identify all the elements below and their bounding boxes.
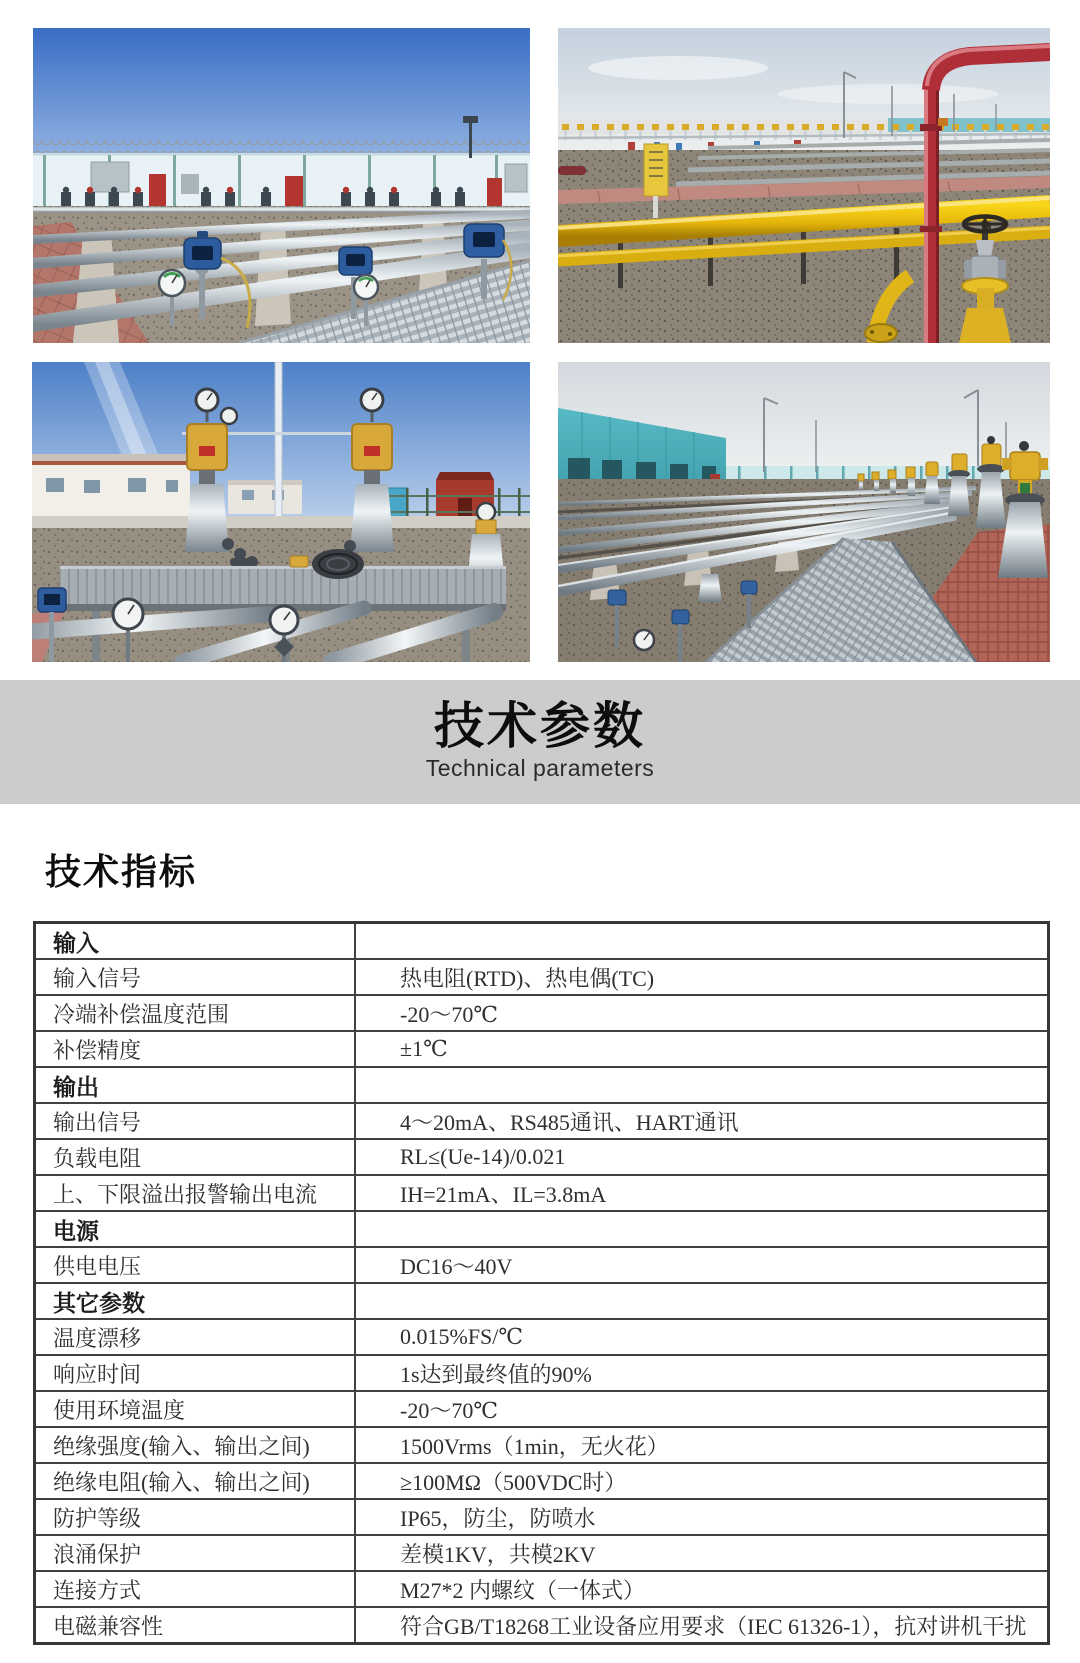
spec-value: 热电阻(RTD)、热电偶(TC)	[355, 959, 1049, 995]
spec-label: 绝缘强度(输入、输出之间)	[35, 1427, 356, 1463]
spec-label: 使用环境温度	[35, 1391, 356, 1427]
spec-label: 电磁兼容性	[35, 1607, 356, 1644]
spec-label: 冷端补偿温度范围	[35, 995, 356, 1031]
photo-transmitter-pipeline-rows	[33, 28, 530, 343]
spec-label: 输出	[35, 1067, 356, 1103]
spec-value: 差模1KV，共模2KV	[355, 1535, 1049, 1571]
spec-table-row	[35, 923, 1049, 960]
spec-table-row	[35, 1571, 1049, 1607]
spec-table-body	[35, 923, 1049, 1644]
spec-table-row	[35, 1499, 1049, 1535]
spec-value: ±1℃	[355, 1031, 1049, 1067]
header-rail-pipe	[33, 207, 530, 213]
spec-table-row	[35, 959, 1049, 995]
wellhead-platform-illustration	[32, 362, 530, 662]
spec-value: 4～20mA、RS485通讯、HART通讯	[355, 1103, 1049, 1139]
spec-label: 防护等级	[35, 1499, 356, 1535]
spec-table-row	[35, 1175, 1049, 1211]
spec-value	[355, 923, 1049, 960]
spec-label: 负载电阻	[35, 1139, 356, 1175]
spec-label: 上、下限溢出报警输出电流	[35, 1175, 356, 1211]
banner-title: 技术参数	[434, 698, 646, 754]
spec-table-row	[35, 1607, 1049, 1644]
spec-value	[355, 1283, 1049, 1319]
banner-subtitle: Technical parameters	[425, 755, 655, 781]
technical-parameters-banner	[0, 680, 1080, 804]
spec-table-row	[35, 1103, 1049, 1139]
photo-pipe-array-instrument-row	[558, 362, 1050, 662]
spec-table-row	[35, 1067, 1049, 1103]
spec-value	[355, 1211, 1049, 1247]
section-heading: 技术指标	[45, 851, 198, 892]
photo-wellhead-gauges-platform	[32, 362, 530, 662]
spec-value: 1s达到最终值的90%	[355, 1355, 1049, 1391]
spec-value: -20～70℃	[355, 1391, 1049, 1427]
spec-label: 输入	[35, 923, 356, 960]
spec-table-row	[35, 1247, 1049, 1283]
spec-label: 其它参数	[35, 1283, 356, 1319]
spec-value: DC16～40V	[355, 1247, 1049, 1283]
spec-value: RL≤(Ue-14)/0.021	[355, 1139, 1049, 1175]
spec-table-row	[35, 1139, 1049, 1175]
spec-label: 温度漂移	[35, 1319, 356, 1355]
spec-value: IH=21mA、IL=3.8mA	[355, 1175, 1049, 1211]
pipeline-field-illustration	[33, 28, 530, 343]
spec-table	[33, 921, 1050, 1645]
photo-yellow-pipeline-red-riser	[558, 28, 1050, 343]
spec-table-row	[35, 1031, 1049, 1067]
spec-label: 补偿精度	[35, 1031, 356, 1067]
spec-label: 响应时间	[35, 1355, 356, 1391]
spec-table-row	[35, 1391, 1049, 1427]
spec-label: 电源	[35, 1211, 356, 1247]
spec-value: M27*2 内螺纹（一体式）	[355, 1571, 1049, 1607]
spec-value: 符合GB/T18268工业设备应用要求（IEC 61326-1），抗对讲机干扰	[355, 1607, 1049, 1644]
spec-label: 浪涌保护	[35, 1535, 356, 1571]
spec-value: 1500Vrms（1min，无火花）	[355, 1427, 1049, 1463]
spec-label: 输入信号	[35, 959, 356, 995]
spec-label: 连接方式	[35, 1571, 356, 1607]
spec-table-row	[35, 1427, 1049, 1463]
spec-table-row	[35, 1283, 1049, 1319]
maroon-pipe-stub	[558, 166, 586, 175]
spec-label: 供电电压	[35, 1247, 356, 1283]
spec-table-row	[35, 1319, 1049, 1355]
spec-table-row	[35, 1535, 1049, 1571]
spec-value: -20～70℃	[355, 995, 1049, 1031]
spec-value: ≥100MΩ（500VDC时）	[355, 1463, 1049, 1499]
spec-label: 输出信号	[35, 1103, 356, 1139]
gas-station-yard-illustration	[558, 28, 1050, 343]
spec-value	[355, 1067, 1049, 1103]
spec-value: 0.015%FS/℃	[355, 1319, 1049, 1355]
spec-table-row	[35, 1463, 1049, 1499]
pipe-array-illustration	[558, 362, 1050, 662]
spec-table-row	[35, 995, 1049, 1031]
spec-label: 绝缘电阻(输入、输出之间)	[35, 1463, 356, 1499]
spec-table-row	[35, 1355, 1049, 1391]
spec-value: IP65，防尘，防喷水	[355, 1499, 1049, 1535]
spec-table-row	[35, 1211, 1049, 1247]
